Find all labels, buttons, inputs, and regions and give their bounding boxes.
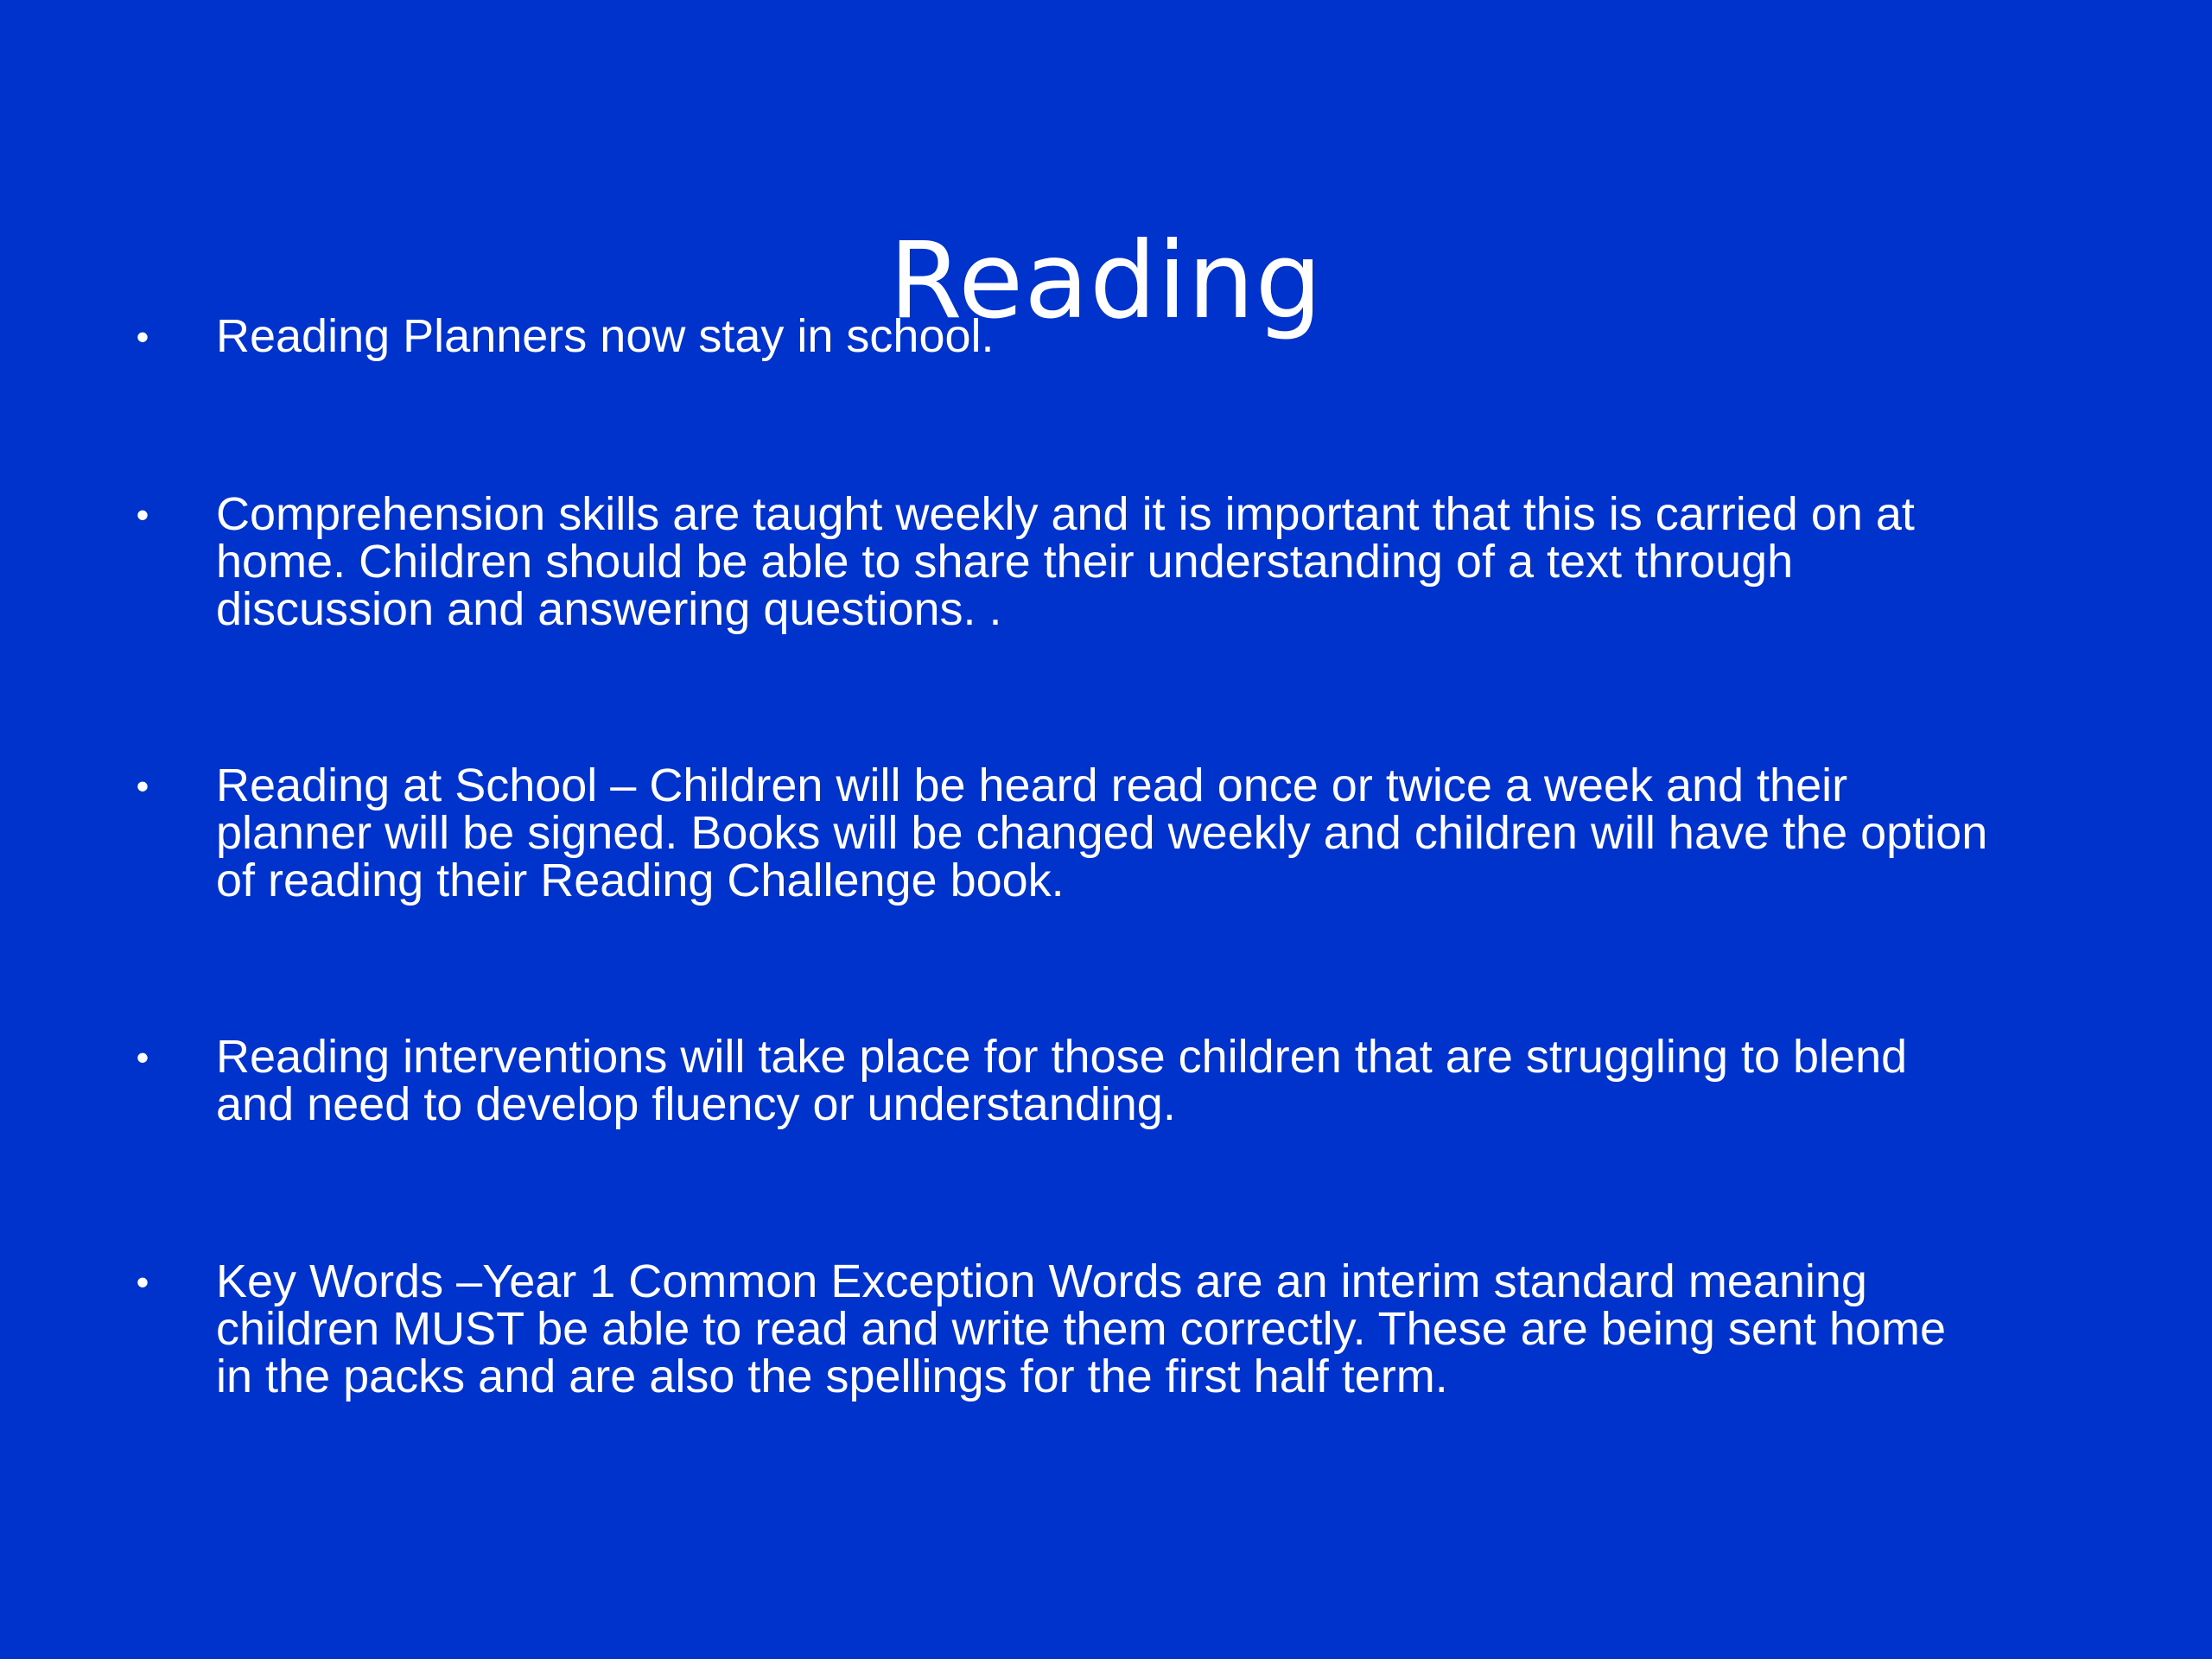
bullet-text: Reading Planners now stay in school. (216, 310, 995, 362)
bullet-text: Comprehension skills are taught weekly and it is important that this is carried on at home. Children should be able to share their understanding of a text through discussion and answering questions. . (216, 488, 1915, 635)
slide-title: Reading (888, 219, 1324, 342)
bullet-icon: • (136, 766, 149, 806)
bullet-icon: • (136, 316, 149, 357)
bullet-text: Key Words –Year 1 Common Exception Words are an interim standard meaning children MUST be able to read and write them correctly. These are being sent home in the packs and are also the spellings for the first half term. (216, 1255, 1947, 1402)
bullet-icon: • (136, 1037, 149, 1077)
bullet-icon: • (136, 1262, 149, 1302)
bullet-text: Reading interventions will take place for those children that are struggling to blend and need to develop fluency or understanding. (216, 1031, 1908, 1130)
bullet-icon: • (136, 494, 149, 535)
bullet-text: Reading at School – Children will be heard read once or twice a week and their planner will be signed. Books will be changed weekly and children will have the option of reading their Reading Challenge book. (216, 760, 1988, 906)
